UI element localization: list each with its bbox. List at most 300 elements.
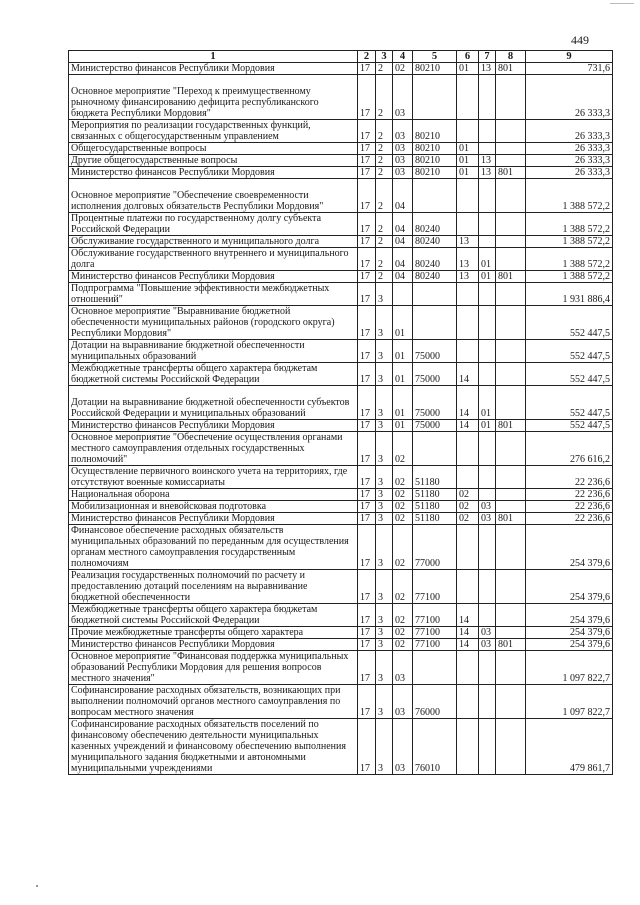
row-code-cell: 03: [393, 143, 413, 155]
column-header: 5: [413, 51, 457, 63]
row-code-cell: 17: [358, 719, 376, 775]
row-code-cell: 51180: [413, 489, 457, 501]
row-code-cell: 02: [393, 501, 413, 513]
row-code-cell: [457, 719, 479, 775]
row-name-cell: Основное мероприятие "Финансовая поддержка муниципальных образований Республики Мордовия для решения вопросов местного значения": [69, 651, 358, 685]
row-name-cell: Министерство финансов Республики Мордовия: [69, 639, 358, 651]
table-row: [69, 525, 613, 570]
row-code-cell: [413, 283, 457, 306]
row-code-cell: [496, 283, 526, 306]
row-code-cell: [496, 75, 526, 120]
row-name-cell: Процентные платежи по государственному долгу субъекта Российской Федерации: [69, 213, 358, 236]
row-code-cell: 17: [358, 489, 376, 501]
row-code-cell: 17: [358, 627, 376, 639]
row-amount-cell: 552 447,5: [526, 306, 613, 340]
row-code-cell: 80240: [413, 271, 457, 283]
table-row: [69, 685, 613, 719]
row-code-cell: [496, 143, 526, 155]
row-code-cell: 02: [393, 432, 413, 466]
row-code-cell: [479, 570, 496, 604]
row-code-cell: [479, 363, 496, 386]
table-row: [69, 513, 613, 525]
row-code-cell: 17: [358, 513, 376, 525]
row-name-cell: Министерство финансов Республики Мордовия: [69, 513, 358, 525]
row-name-cell: Подпрограмма "Повышение эффективности межбюджетных отношений": [69, 283, 358, 306]
row-code-cell: [496, 213, 526, 236]
row-code-cell: 77000: [413, 525, 457, 570]
row-code-cell: [457, 466, 479, 489]
row-code-cell: 17: [358, 75, 376, 120]
row-code-cell: 801: [496, 639, 526, 651]
row-code-cell: [413, 306, 457, 340]
row-code-cell: 3: [376, 639, 393, 651]
row-code-cell: 04: [393, 213, 413, 236]
row-name-cell: Общегосударственные вопросы: [69, 143, 358, 155]
row-code-cell: 801: [496, 420, 526, 432]
row-code-cell: [479, 651, 496, 685]
scan-artifact: [36, 885, 38, 887]
row-code-cell: 04: [393, 236, 413, 248]
row-code-cell: 75000: [413, 340, 457, 363]
table-row: [69, 719, 613, 775]
row-code-cell: 13: [479, 155, 496, 167]
row-code-cell: 17: [358, 155, 376, 167]
column-header: 8: [496, 51, 526, 63]
row-code-cell: [457, 525, 479, 570]
table-header-row: [69, 51, 613, 63]
row-code-cell: [496, 248, 526, 271]
row-code-cell: [496, 604, 526, 627]
row-code-cell: 80240: [413, 213, 457, 236]
row-code-cell: 2: [376, 271, 393, 283]
row-code-cell: 17: [358, 340, 376, 363]
row-code-cell: 3: [376, 283, 393, 306]
row-code-cell: [479, 685, 496, 719]
row-code-cell: 14: [457, 627, 479, 639]
row-code-cell: 17: [358, 420, 376, 432]
row-code-cell: 80210: [413, 120, 457, 143]
row-code-cell: 04: [393, 271, 413, 283]
table-row: [69, 271, 613, 283]
row-code-cell: [457, 685, 479, 719]
row-code-cell: 14: [457, 639, 479, 651]
row-code-cell: [496, 651, 526, 685]
row-name-cell: Министерство финансов Республики Мордовия: [69, 420, 358, 432]
row-code-cell: 3: [376, 604, 393, 627]
row-code-cell: [496, 627, 526, 639]
row-code-cell: [479, 179, 496, 213]
row-code-cell: [479, 489, 496, 501]
row-name-cell: Прочие межбюджетные трансферты общего характера: [69, 627, 358, 639]
row-code-cell: 02: [457, 489, 479, 501]
row-code-cell: [496, 363, 526, 386]
row-code-cell: [496, 386, 526, 420]
row-code-cell: 3: [376, 651, 393, 685]
row-code-cell: 3: [376, 363, 393, 386]
table-row: [69, 604, 613, 627]
row-amount-cell: 1 388 572,2: [526, 179, 613, 213]
row-code-cell: 3: [376, 685, 393, 719]
column-header: 7: [479, 51, 496, 63]
row-code-cell: 03: [479, 627, 496, 639]
row-code-cell: 17: [358, 179, 376, 213]
row-name-cell: Министерство финансов Республики Мордовия: [69, 63, 358, 75]
row-code-cell: 02: [393, 513, 413, 525]
row-code-cell: 3: [376, 432, 393, 466]
row-code-cell: 75000: [413, 363, 457, 386]
row-code-cell: 3: [376, 489, 393, 501]
row-code-cell: 03: [479, 513, 496, 525]
row-code-cell: [496, 179, 526, 213]
row-code-cell: [496, 466, 526, 489]
row-name-cell: Министерство финансов Республики Мордовия: [69, 167, 358, 179]
row-amount-cell: 254 379,6: [526, 627, 613, 639]
row-amount-cell: 26 333,3: [526, 167, 613, 179]
row-amount-cell: 1 097 822,7: [526, 651, 613, 685]
row-name-cell: Основное мероприятие "Обеспечение своевременности исполнения долговых обязательств Республики Мордовия": [69, 179, 358, 213]
row-name-cell: Реализация государственных полномочий по расчету и предоставлению дотаций поселениям на выравнивание бюджетной обеспеченности: [69, 570, 358, 604]
row-amount-cell: 552 447,5: [526, 386, 613, 420]
row-code-cell: 02: [393, 63, 413, 75]
table-row: [69, 363, 613, 386]
row-code-cell: 17: [358, 466, 376, 489]
row-code-cell: 01: [479, 386, 496, 420]
table-row: [69, 143, 613, 155]
row-code-cell: 17: [358, 236, 376, 248]
row-code-cell: 13: [457, 236, 479, 248]
row-code-cell: [479, 466, 496, 489]
row-code-cell: 13: [457, 271, 479, 283]
row-code-cell: 801: [496, 167, 526, 179]
row-code-cell: 01: [393, 420, 413, 432]
row-code-cell: 02: [393, 627, 413, 639]
table-row: [69, 627, 613, 639]
table-row: [69, 120, 613, 143]
row-code-cell: [479, 120, 496, 143]
table-row: [69, 155, 613, 167]
row-code-cell: 77100: [413, 604, 457, 627]
row-code-cell: 03: [393, 120, 413, 143]
row-code-cell: 02: [393, 639, 413, 651]
row-code-cell: 2: [376, 236, 393, 248]
row-code-cell: [479, 283, 496, 306]
row-amount-cell: 731,6: [526, 63, 613, 75]
row-code-cell: [479, 340, 496, 363]
column-header: 2: [358, 51, 376, 63]
row-code-cell: 17: [358, 63, 376, 75]
row-code-cell: [496, 306, 526, 340]
page-number: 449: [571, 33, 589, 47]
row-code-cell: 80210: [413, 167, 457, 179]
table-row: [69, 651, 613, 685]
row-code-cell: 17: [358, 143, 376, 155]
row-code-cell: [496, 340, 526, 363]
row-code-cell: [496, 432, 526, 466]
row-code-cell: 17: [358, 604, 376, 627]
row-name-cell: Основное мероприятие "Выравнивание бюджетной обеспеченности муниципальных районов (городского округа) Республики Мордовия": [69, 306, 358, 340]
row-code-cell: 14: [457, 420, 479, 432]
row-amount-cell: 22 236,6: [526, 513, 613, 525]
row-amount-cell: 1 388 572,2: [526, 213, 613, 236]
row-amount-cell: 22 236,6: [526, 489, 613, 501]
row-code-cell: 2: [376, 167, 393, 179]
row-name-cell: Министерство финансов Республики Мордовия: [69, 271, 358, 283]
row-amount-cell: 254 379,6: [526, 570, 613, 604]
row-code-cell: 01: [457, 143, 479, 155]
row-code-cell: 14: [457, 386, 479, 420]
table-body: [69, 63, 613, 775]
row-code-cell: [496, 236, 526, 248]
row-code-cell: 17: [358, 213, 376, 236]
row-code-cell: 3: [376, 466, 393, 489]
row-code-cell: 03: [479, 639, 496, 651]
table-row: [69, 386, 613, 420]
row-code-cell: 03: [393, 167, 413, 179]
row-code-cell: [479, 143, 496, 155]
row-code-cell: 17: [358, 386, 376, 420]
row-code-cell: 01: [393, 306, 413, 340]
row-code-cell: [479, 432, 496, 466]
row-code-cell: 01: [479, 248, 496, 271]
row-code-cell: 13: [479, 167, 496, 179]
row-code-cell: [496, 120, 526, 143]
row-code-cell: 01: [393, 340, 413, 363]
row-code-cell: 75000: [413, 420, 457, 432]
row-code-cell: [496, 719, 526, 775]
row-code-cell: 2: [376, 120, 393, 143]
row-code-cell: 77100: [413, 627, 457, 639]
row-name-cell: Дотации на выравнивание бюджетной обеспеченности муниципальных образований: [69, 340, 358, 363]
row-code-cell: 2: [376, 63, 393, 75]
row-amount-cell: 1 388 572,2: [526, 236, 613, 248]
row-amount-cell: 254 379,6: [526, 604, 613, 627]
row-code-cell: 17: [358, 685, 376, 719]
row-code-cell: 2: [376, 75, 393, 120]
row-code-cell: 17: [358, 306, 376, 340]
row-code-cell: 2: [376, 213, 393, 236]
row-code-cell: 03: [393, 651, 413, 685]
row-amount-cell: 26 333,3: [526, 143, 613, 155]
row-name-cell: Другие общегосударственные вопросы: [69, 155, 358, 167]
table-row: [69, 420, 613, 432]
row-code-cell: 02: [457, 501, 479, 513]
row-code-cell: 01: [393, 386, 413, 420]
table-row: [69, 63, 613, 75]
row-code-cell: 17: [358, 525, 376, 570]
row-code-cell: 80240: [413, 248, 457, 271]
row-code-cell: [479, 525, 496, 570]
row-name-cell: Софинансирование расходных обязательств поселений по финансовому обеспечению деятельности муниципальных казенных учреждений и финансовому обеспечению выполнения муниципального задания бюджетными и автономными муниципальными учреждениями: [69, 719, 358, 775]
table-row: [69, 340, 613, 363]
row-code-cell: 3: [376, 420, 393, 432]
row-code-cell: 03: [393, 75, 413, 120]
row-code-cell: 14: [457, 363, 479, 386]
row-code-cell: 01: [479, 271, 496, 283]
table-row: [69, 283, 613, 306]
column-header: 3: [376, 51, 393, 63]
row-code-cell: 17: [358, 167, 376, 179]
row-code-cell: 03: [479, 501, 496, 513]
row-code-cell: 01: [457, 167, 479, 179]
row-code-cell: [457, 283, 479, 306]
row-code-cell: 17: [358, 501, 376, 513]
row-code-cell: 17: [358, 432, 376, 466]
row-code-cell: 13: [479, 63, 496, 75]
row-name-cell: Основное мероприятие "Переход к преимущественному рыночному финансированию дефицита республиканского бюджета Республики Мордовия": [69, 75, 358, 120]
row-code-cell: [479, 604, 496, 627]
row-code-cell: 3: [376, 306, 393, 340]
row-name-cell: Софинансирование расходных обязательств, возникающих при выполнении полномочий органов местного самоуправления по вопросам местного значения: [69, 685, 358, 719]
row-code-cell: [479, 213, 496, 236]
row-code-cell: [413, 75, 457, 120]
row-code-cell: 13: [457, 248, 479, 271]
row-code-cell: [457, 432, 479, 466]
row-amount-cell: 552 447,5: [526, 363, 613, 386]
row-code-cell: 801: [496, 271, 526, 283]
row-code-cell: [496, 489, 526, 501]
row-name-cell: Мероприятия по реализации государственных функций, связанных с общегосударственным управлением: [69, 120, 358, 143]
row-code-cell: [479, 236, 496, 248]
row-code-cell: 3: [376, 570, 393, 604]
row-amount-cell: 552 447,5: [526, 420, 613, 432]
table-row: [69, 489, 613, 501]
row-code-cell: [413, 432, 457, 466]
row-code-cell: 04: [393, 179, 413, 213]
scan-artifact: [610, 3, 634, 4]
table-row: [69, 248, 613, 271]
budget-table: [68, 50, 613, 775]
row-code-cell: 02: [393, 604, 413, 627]
row-code-cell: 17: [358, 570, 376, 604]
row-name-cell: Национальная оборона: [69, 489, 358, 501]
table-row: [69, 75, 613, 120]
row-amount-cell: 1 388 572,2: [526, 271, 613, 283]
row-amount-cell: 1 097 822,7: [526, 685, 613, 719]
row-code-cell: [457, 120, 479, 143]
row-amount-cell: 479 861,7: [526, 719, 613, 775]
table-row: [69, 167, 613, 179]
row-name-cell: Дотации на выравнивание бюджетной обеспеченности субъектов Российской Федерации и муниципальных образований: [69, 386, 358, 420]
row-code-cell: [479, 306, 496, 340]
row-amount-cell: 26 333,3: [526, 75, 613, 120]
row-amount-cell: 254 379,6: [526, 525, 613, 570]
row-code-cell: 80210: [413, 155, 457, 167]
row-code-cell: 51180: [413, 466, 457, 489]
row-amount-cell: 1 388 572,2: [526, 248, 613, 271]
row-code-cell: 02: [393, 570, 413, 604]
row-code-cell: 02: [393, 489, 413, 501]
row-amount-cell: 1 931 886,4: [526, 283, 613, 306]
row-code-cell: 2: [376, 179, 393, 213]
row-code-cell: 14: [457, 604, 479, 627]
row-code-cell: 76000: [413, 685, 457, 719]
column-header: 4: [393, 51, 413, 63]
row-code-cell: 01: [479, 420, 496, 432]
table-row: [69, 179, 613, 213]
row-amount-cell: 254 379,6: [526, 639, 613, 651]
row-code-cell: 17: [358, 271, 376, 283]
row-code-cell: 01: [457, 63, 479, 75]
row-code-cell: [496, 525, 526, 570]
row-code-cell: [479, 75, 496, 120]
row-name-cell: Мобилизационная и вневойсковая подготовка: [69, 501, 358, 513]
row-code-cell: 17: [358, 248, 376, 271]
row-code-cell: 02: [393, 466, 413, 489]
row-code-cell: 76010: [413, 719, 457, 775]
row-amount-cell: 26 333,3: [526, 120, 613, 143]
row-code-cell: [457, 306, 479, 340]
row-code-cell: 17: [358, 639, 376, 651]
row-code-cell: [479, 719, 496, 775]
row-code-cell: 03: [393, 719, 413, 775]
row-name-cell: Основное мероприятие "Обеспечение осуществления органами местного самоуправления отдельных государственных полномочий": [69, 432, 358, 466]
table-row: [69, 236, 613, 248]
row-code-cell: [393, 283, 413, 306]
row-amount-cell: 22 236,6: [526, 466, 613, 489]
row-code-cell: 801: [496, 513, 526, 525]
row-code-cell: [496, 501, 526, 513]
row-code-cell: 04: [393, 248, 413, 271]
row-code-cell: [457, 570, 479, 604]
row-code-cell: 51180: [413, 501, 457, 513]
row-code-cell: 3: [376, 386, 393, 420]
row-code-cell: 3: [376, 627, 393, 639]
row-name-cell: Межбюджетные трансферты общего характера бюджетам бюджетной системы Российской Федерации: [69, 363, 358, 386]
table-row: [69, 501, 613, 513]
row-code-cell: [457, 340, 479, 363]
column-header: 9: [526, 51, 613, 63]
row-code-cell: 3: [376, 719, 393, 775]
row-code-cell: [496, 570, 526, 604]
row-name-cell: Межбюджетные трансферты общего характера бюджетам бюджетной системы Российской Федерации: [69, 604, 358, 627]
row-code-cell: [413, 179, 457, 213]
column-header: 6: [457, 51, 479, 63]
row-amount-cell: 276 616,2: [526, 432, 613, 466]
row-code-cell: 801: [496, 63, 526, 75]
row-code-cell: 3: [376, 501, 393, 513]
row-code-cell: 17: [358, 120, 376, 143]
row-amount-cell: 552 447,5: [526, 340, 613, 363]
table-row: [69, 306, 613, 340]
table-row: [69, 570, 613, 604]
table-row: [69, 639, 613, 651]
row-name-cell: Осуществление первичного воинского учета на территориях, где отсутствуют военные комиссариаты: [69, 466, 358, 489]
row-code-cell: 3: [376, 513, 393, 525]
row-code-cell: 80210: [413, 63, 457, 75]
row-code-cell: 01: [393, 363, 413, 386]
row-code-cell: 17: [358, 363, 376, 386]
row-code-cell: 3: [376, 340, 393, 363]
row-code-cell: 80240: [413, 236, 457, 248]
row-code-cell: [457, 651, 479, 685]
row-name-cell: Обслуживание государственного внутреннего и муниципального долга: [69, 248, 358, 271]
row-code-cell: 51180: [413, 513, 457, 525]
row-code-cell: 2: [376, 248, 393, 271]
row-code-cell: [457, 75, 479, 120]
row-code-cell: 3: [376, 525, 393, 570]
row-code-cell: 02: [457, 513, 479, 525]
row-code-cell: 77100: [413, 570, 457, 604]
table-row: [69, 466, 613, 489]
row-code-cell: 02: [393, 525, 413, 570]
row-code-cell: 2: [376, 143, 393, 155]
row-code-cell: [457, 179, 479, 213]
row-code-cell: [457, 213, 479, 236]
row-name-cell: Финансовое обеспечение расходных обязательств муниципальных образований по переданным для осуществления органам местного самоуправления государственным полномочиям: [69, 525, 358, 570]
row-code-cell: [496, 685, 526, 719]
row-code-cell: [496, 155, 526, 167]
table-row: [69, 213, 613, 236]
